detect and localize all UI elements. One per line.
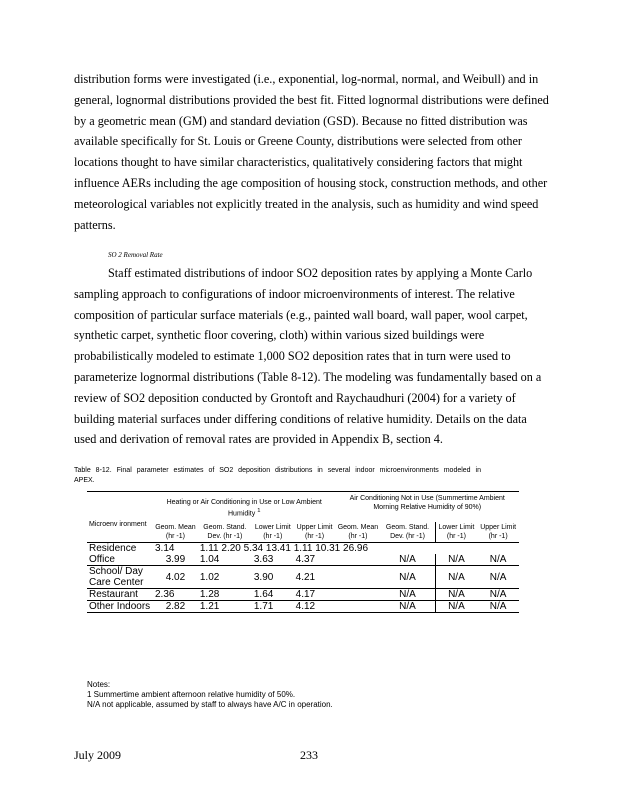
table-notes xyxy=(87,680,333,710)
cell-gsd: 1.11 xyxy=(199,543,219,555)
cell-lower2: N/A xyxy=(435,601,477,613)
cell-gm: 3.99 xyxy=(165,554,186,566)
row-label: Restaurant xyxy=(87,589,153,601)
cell-gm: 2.36 xyxy=(153,589,198,601)
row-label: Office xyxy=(89,554,115,566)
cell-lower: 3.90 xyxy=(252,566,294,589)
cell-upper2: N/A xyxy=(477,566,519,589)
cell-lower2: N/A xyxy=(435,554,477,566)
cell-lower2: 10.31 xyxy=(315,543,341,555)
body-paragraph-2 xyxy=(74,263,552,450)
table-row-restaurant xyxy=(87,589,519,601)
header-group-heating-text: Heating or Air Conditioning in Use or Low Ambient Humidity xyxy=(166,499,322,518)
header-microenvironment: Microenv ironment xyxy=(87,492,153,543)
paragraph-2-text: Staff estimated distributions of indoor SO2 deposition rates by applying a Monte Carlo sampling approach to configurations of indoor microenvironments of interest. The relative composition of particular surface materials (e.g., painted wall board, wall paper, wool carpet, synthetic carpet, synthetic floor covering, cloth) within various sized buildings were probabilistically modeled to estimate 1,000 SO2 deposition rates that in turn were used to parameterize lognormal distributions (Table 8-12). The modeling was fundamentally based on a review of SO2 deposition conducted by Grontoft and Raychaudhuri (2004) for a variety of building material surfaces under differing conditions of relative humidity. Details on the data used and derivation of removal rates are provided in Appendix B, section 4. xyxy=(74,266,542,447)
note-1: 1 Summertime ambient afternoon relative humidity of 50%. xyxy=(87,690,296,699)
cell-gsd: 1.28 xyxy=(198,589,252,601)
cell-gsd2: 1.11 xyxy=(293,543,313,555)
cell-gsd: 1.04 xyxy=(199,554,220,566)
cell-upper: 5.34 xyxy=(243,543,264,555)
footer-page-number: 233 xyxy=(300,748,318,762)
cell-upper: 4.12 xyxy=(294,601,336,613)
table-row-office xyxy=(87,554,519,566)
cell-gsd2: N/A xyxy=(380,566,435,589)
table-caption: Table 8-12. Final parameter estimates of SO2 deposition distributions in several indoor microenvironments modeled in APEX. xyxy=(74,467,481,484)
header-lower-1: Lower Limit (hr -1) xyxy=(254,524,291,541)
cell-lower: 1.71 xyxy=(252,601,294,613)
cell-gsd: 1.21 xyxy=(198,601,252,613)
header-group-heating-footnote: 1 xyxy=(257,508,261,514)
header-upper-2: Upper Limit (hr -1) xyxy=(480,524,517,541)
cell-gm2: 13.41 xyxy=(265,543,291,555)
row-label: School/ Day Care Center xyxy=(87,566,153,589)
header-group-heating xyxy=(153,492,335,523)
notes-title: Notes: xyxy=(87,680,111,689)
header-group-no-ac: Air Conditioning Not in Use (Summertime Ambient Morning Relative Humidity of 90%) xyxy=(335,492,519,523)
cell-upper: 4.21 xyxy=(294,566,336,589)
header-gm-2: Geom. Mean (hr -1) xyxy=(337,524,379,541)
cell-merged-values xyxy=(198,543,519,555)
header-upper-1: Upper Limit (hr -1) xyxy=(296,524,333,541)
header-gsd-2: Geom. Stand. Dev. (hr -1) xyxy=(385,524,430,541)
paragraph-1-text: distribution forms were investigated (i.e., exponential, log-normal, normal, and Weibull) and in general, lognormal distributions provided the best fit. Fitted lognormal distributions were defined by a geometric mean (GM) and standard deviation (GSD). Because no fitted distribution was available specifically for St. Louis or Greene County, distributions were selected from other locations thought to have similar characteristics, qualitatively considering factors that might influence AERs including the age composition of housing stock, construction methods, and other meteorological variables not explicitly treated in the analysis, such as humidity and wind speed patterns. xyxy=(74,72,549,232)
cell-upper2: 26.96 xyxy=(343,543,369,555)
table-row-other-indoors xyxy=(87,601,519,613)
row-label: Other Indoors xyxy=(87,601,153,613)
cell-gsd2: N/A xyxy=(399,554,416,566)
cell-gm: 3.14 xyxy=(153,543,198,555)
cell-gsd: 1.02 xyxy=(198,566,252,589)
cell-upper2: N/A xyxy=(477,601,519,613)
cell-upper: 4.17 xyxy=(294,589,336,601)
header-gsd-1: Geom. Stand. Dev. (hr -1) xyxy=(203,524,247,541)
cell-lower2: N/A xyxy=(435,566,477,589)
body-paragraph-1 xyxy=(74,69,552,235)
cell-lower: 3.63 xyxy=(253,554,274,566)
cell-upper2: N/A xyxy=(489,554,507,566)
cell-lower: 1.64 xyxy=(252,589,294,601)
cell-gm: 4.02 xyxy=(153,566,198,589)
table-row-residence xyxy=(87,543,519,555)
cell-lower: 2.20 xyxy=(221,543,241,555)
footer-date: July 2009 xyxy=(74,748,122,762)
header-lower-2: Lower Limit (hr -1) xyxy=(435,522,477,543)
cell-lower2: N/A xyxy=(435,589,477,601)
cell-upper2: N/A xyxy=(477,589,519,601)
cell-gm: 2.82 xyxy=(153,601,198,613)
cell-upper: 4.37 xyxy=(295,554,316,566)
table-row-school xyxy=(87,566,519,589)
cell-gsd2: N/A xyxy=(380,601,435,613)
subsection-heading: SO 2 Removal Rate xyxy=(108,251,163,259)
note-2: N/A not applicable, assumed by staff to always have A/C in operation. xyxy=(87,700,333,709)
deposition-table xyxy=(87,491,519,613)
row-label: Residence xyxy=(87,543,153,555)
header-gm-1: Geom. Mean (hr -1) xyxy=(155,524,196,541)
cell-gsd2: N/A xyxy=(380,589,435,601)
